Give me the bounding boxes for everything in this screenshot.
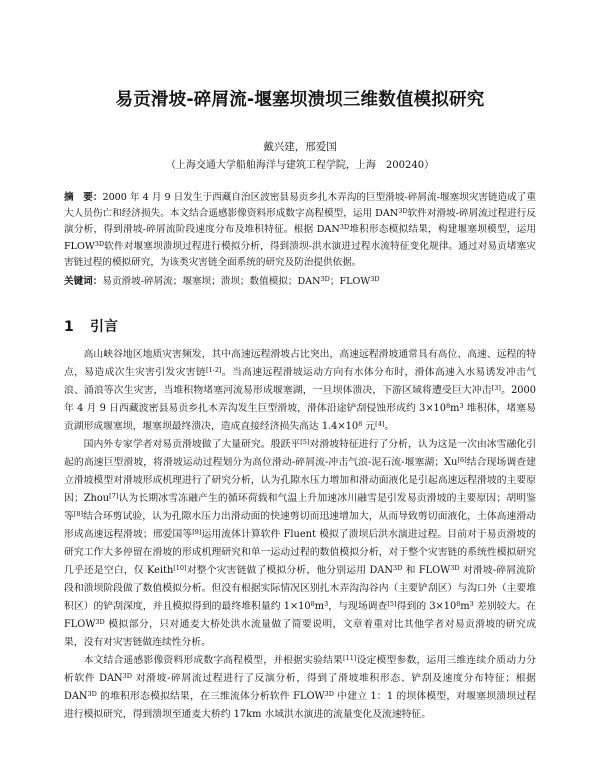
section-heading	[64, 316, 118, 336]
paragraph: 国内外专家学者对易贡滑坡做了大量研究。殷跃平[5]对滑坡特征进行了分析，认为这是一次由冰雪融化引起的高速巨型滑坡，将滑坡运动过程划分为高位滑动-碎屑流-冲击气浪-泥石流-堰塞湖；Xu[6]结合现场调查建立滑坡模型对滑坡形成机理进行了研究分析，认为孔隙水压力增加和滑动面液化是引起高速远程滑坡的主要原因；Zhou[7]认为长期冰雪冻融产生的循环荷载和气温上升加速冰川融雪是引发易贡滑坡的主要原因；胡明鉴等[8]结合环剪试验，认为孔隙水压力出滑动面的快速剪切而迅速增加大，从而导致剪切面液化，土体高速滑动形成高速远程滑坡；邢爱国等[9]运用流体计算软件 Fluent 模拟了溃坝后洪水演进过程。目前对于易贡滑坡的研究工作大多停留在滑坡的形成机理研究和单一运动过程的数值模拟分析，对于整个灾害链的系统性模拟研究几乎还是空白，仅 Keith[10]对整个灾害链做了模拟分析，他分别运用 $DAN^{3D}$ 和 $FLOW^{3D}$ 对滑坡-碎屑流阶段和溃坝阶段做了数值模拟分析。但没有根据实际情况区别扎木弄沟沟谷内（主要铲刮区）与沟口外（主要堆积区）的铲刮深度，并且模拟得到的最终堆积量约 $1\times 10^8m^3$，与现场调查[5]得到的 $3\times 10^8m^3$ 差别较大。在 $FLOW^{3D}$ 模拟部分，只对通麦大桥处洪水流量做了简要说明，文章着重对比其他学者对易贡滑坡的研究成果，没有对灾害链做连续性分析。	[64, 438, 537, 648]
keywords-text: 易贡滑坡-碎屑流；堰塞坝；溃坝；数值模拟；DAN	[102, 276, 321, 287]
abstract-label: 摘 要：	[64, 192, 103, 203]
paragraph: 本文结合遥感影像资料形成数字高程模型，并根据实验结果[11]设定模型参数，运用三维连续介质动力分析软件 $DAN^{3D}$ 对滑坡-碎屑流过程进行了反演分析，得到了滑坡堆积形态、铲刮及速度分布特征；根据 $DAN^{3D}$ 的堆积形态模拟结果，在三维流体分析软件 $FLOW^{3D}$ 中建立 1：1 的坝体模型，对堰塞坝溃坝过程进行模拟研究，得到溃坝至通麦大桥约 17km 水域洪水演进的流量变化及流速特征。	[64, 654, 537, 720]
paper-title: 易贡滑坡-碎屑流-堰塞坝溃坝三维数值模拟研究	[115, 90, 485, 110]
abstract-text: 软件对滑坡-碎屑流过程进行反演分析，得到滑坡-碎屑流阶段速度分布及堆积特征。根据 DAN	[64, 208, 536, 236]
abstract-text: 堆积形态模拟结果，构建堰塞坝模型，运用 FLOW	[64, 224, 537, 252]
keywords-text: ；FLOW	[329, 276, 371, 287]
abstract-text: 软件对堰塞坝溃坝过程进行模拟分析，得到溃坝-洪水演进过程水流特征变化规律。通过对易贡堵塞灾害链过程的模拟研究，为该类灾害链全面系统的研究及防治提供依据。	[64, 240, 536, 268]
superscript: 3D	[370, 275, 380, 283]
body-text	[64, 346, 536, 724]
affiliation: （上海交通大学船舶海洋与建筑工程学院，上海 200240）	[165, 160, 435, 171]
keywords	[64, 274, 536, 290]
superscript: 3D	[339, 223, 350, 232]
superscript: 3D	[398, 207, 408, 216]
abstract-text: 2000 年 4 月 9 日发生于西藏自治区波密县易贡乡扎木弄沟的巨型滑坡-碎屑流-堰塞坝灾害链造成了重大人员伤亡和经济损失。本文结合遥感影像资料形成数字高程模型，运用 DAN	[64, 192, 536, 220]
paragraph: 高山峡谷地区地质灾害频发，其中高速远程滑坡占比突出，高速远程滑坡通常具有高位、高速、远程的特点，易造成次生灾害引发灾害链[1-2]。当高速远程滑坡运动方向有水体分布时，滑体高速入水易诱发冲击气浪、涌浪等次生灾害，当堆积物堵塞河流易形成堰塞湖，一旦坝体溃决，下游区域将遭受巨大冲击[3]。2000 年 4 月 9 日西藏波密县易贡乡扎木弄沟发生巨型滑坡，滑体沿途铲刮侵蚀形成约 $3\times 10^8m^3$ 堆积体，堵塞易贡湖形成堰塞坝，堰塞坝最终溃决，造成直接经济损失高达 $1.4\times 10^8$ 元[4]。	[64, 349, 537, 432]
section-title: 引言	[90, 319, 118, 335]
superscript: 3D	[94, 239, 105, 248]
section-number: 1	[64, 319, 74, 335]
author-list: 戴兴建，邢爱国	[263, 141, 337, 153]
abstract	[64, 190, 536, 271]
keywords-label: 关键词：	[64, 276, 103, 287]
superscript: 3D	[320, 275, 330, 283]
